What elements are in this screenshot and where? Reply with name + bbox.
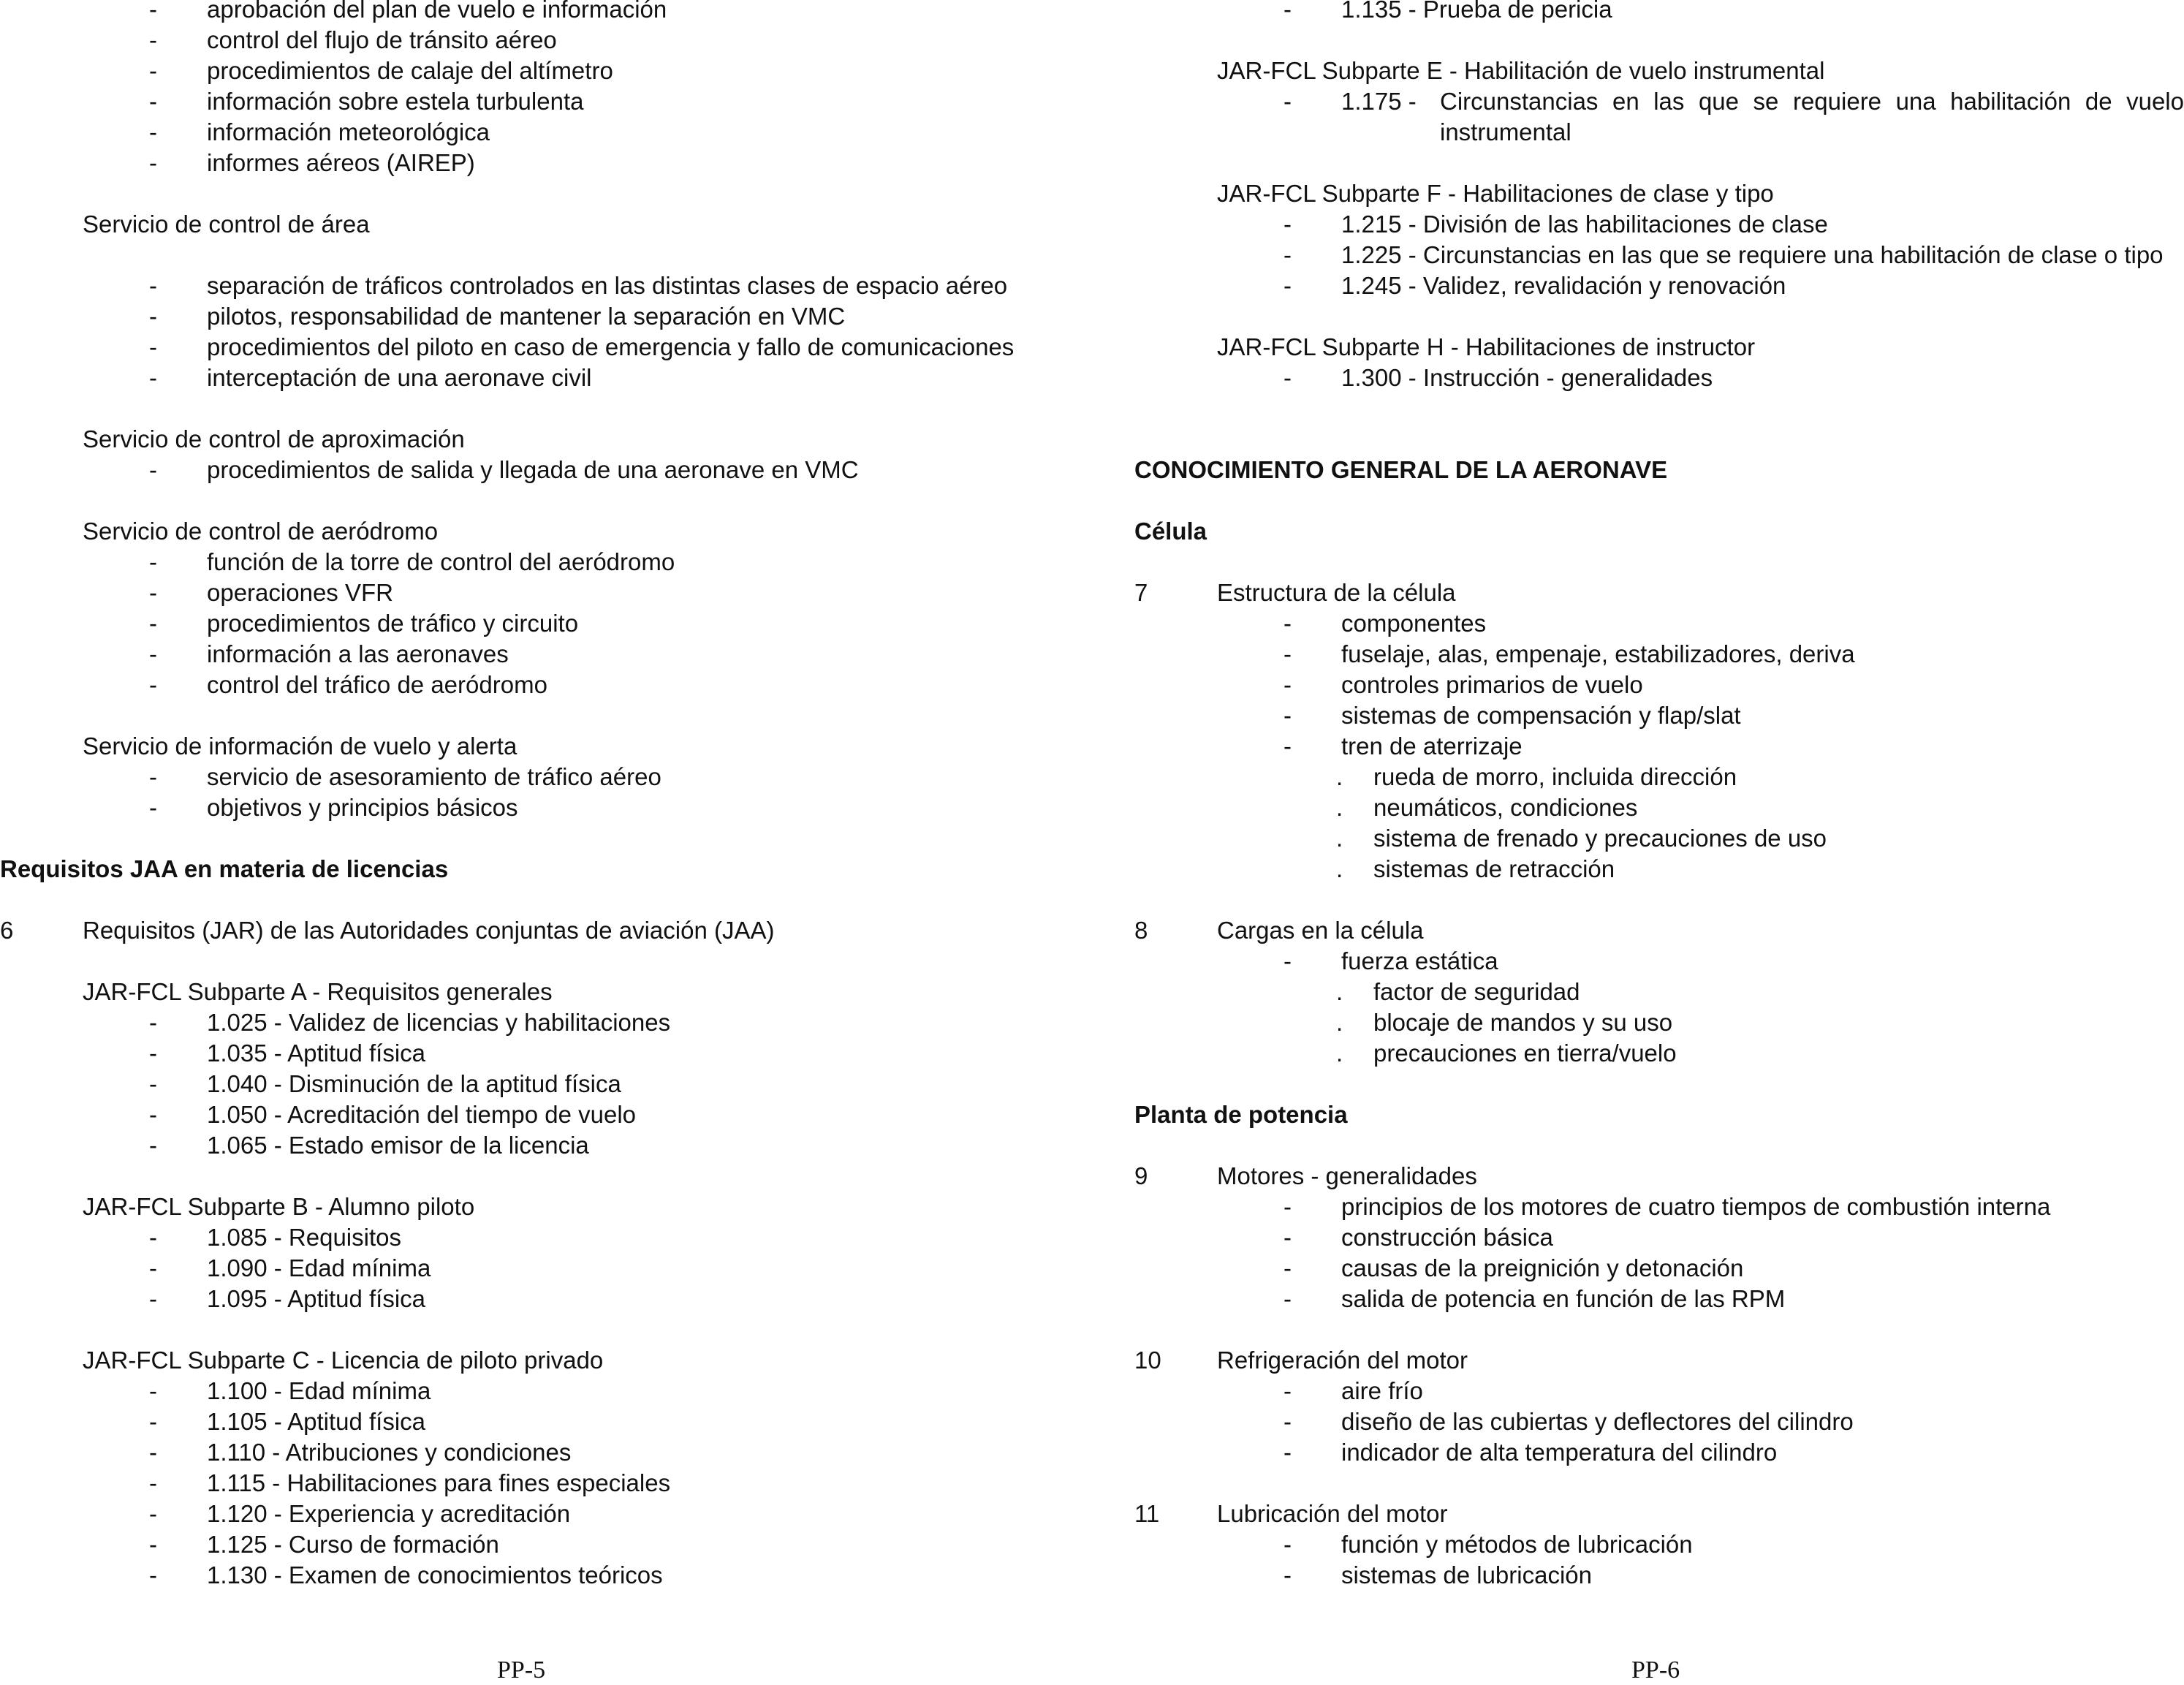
list-item: 1.050 - Acreditación del tiempo de vuelo [207,1101,637,1128]
dash-marker: - [1284,1224,1292,1251]
dash-marker: - [149,1254,157,1281]
dash-marker: - [149,1469,157,1496]
list-item: procedimientos de tráfico y circuito [207,610,579,637]
list-item: 1.025 - Validez de licencias y habilitaciones [207,1009,671,1036]
dash-marker: - [149,364,157,391]
list-item: controles primarios de vuelo [1341,671,1643,698]
list-item-continued: Circunstancias en las que se requiere una habilitación de vuelo [1440,88,2184,115]
list-item: 1.225 - Circunstancias en las que se requiere una habilitación de clase o tipo [1341,241,2164,268]
dash-marker: - [149,149,157,176]
item-title: Requisitos (JAR) de las Autoridades conjuntas de aviación (JAA) [83,917,775,944]
list-item: 1.245 - Validez, revalidación y renovación [1341,272,1786,299]
dash-marker: - [149,1500,157,1527]
bold-heading: Célula [1134,518,1207,545]
dot-marker: . [1336,855,1343,882]
dash-marker: - [1284,1377,1292,1404]
bold-heading: CONOCIMIENTO GENERAL DE LA AERONAVE [1134,456,1668,483]
list-item: precauciones en tierra/vuelo [1373,1040,1677,1067]
dash-marker: - [149,1377,157,1404]
item-title: Cargas en la célula [1217,917,1424,944]
item-number: 9 [1134,1162,1148,1189]
dash-marker: - [1284,272,1292,299]
list-item: procedimientos del piloto en caso de emergencia y fallo de comunicaciones [207,333,1015,360]
dash-marker: - [149,0,157,23]
subpart-heading: JAR-FCL Subparte F - Habilitaciones de clase y tipo [1217,180,1774,207]
dash-marker: - [1284,732,1292,760]
dash-marker: - [1284,1285,1292,1312]
dash-marker: - [1284,211,1292,238]
item-number: 11 [1134,1500,1160,1527]
dash-marker: - [1284,702,1292,729]
dash-marker: - [1284,0,1292,23]
item-title: Estructura de la célula [1217,579,1456,606]
list-item: 1.120 - Experiencia y acreditación [207,1500,571,1527]
dash-marker: - [1284,1561,1292,1589]
list-item: 1.135 - Prueba de pericia [1341,0,1612,23]
list-item: fuerza estática [1341,947,1498,974]
list-item: 1.100 - Edad mínima [207,1377,431,1404]
list-item: operaciones VFR [207,579,393,606]
dash-marker: - [149,1561,157,1589]
dash-marker: - [149,1531,157,1558]
list-item: neumáticos, condiciones [1373,794,1638,821]
dash-marker: - [149,1224,157,1251]
list-item: 1.115 - Habilitaciones para fines especiales [207,1469,671,1496]
list-item: información sobre estela turbulenta [207,88,584,115]
dash-marker: - [149,1285,157,1312]
dash-marker: - [149,1040,157,1067]
dash-marker: - [149,1070,157,1097]
dash-marker: - [149,579,157,606]
dot-marker: . [1336,1040,1343,1067]
list-item: sistema de frenado y precauciones de uso [1373,825,1827,852]
page-number-left: PP-5 [497,1656,546,1684]
list-item: fuselaje, alas, empenaje, estabilizadores, deriva [1341,640,1855,667]
subpart-heading: JAR-FCL Subparte A - Requisitos generales [83,978,553,1005]
list-item: factor de seguridad [1373,978,1580,1005]
item-title: Lubricación del motor [1217,1500,1448,1527]
dash-marker: - [149,88,157,115]
list-item: componentes [1341,610,1487,637]
section-heading: Servicio de control de área [83,211,370,238]
dash-marker: - [1284,364,1292,391]
item-title: Refrigeración del motor [1217,1347,1468,1374]
dot-marker: . [1336,1009,1343,1036]
list-item: servicio de asesoramiento de tráfico aéreo [207,763,661,790]
bold-heading: Planta de potencia [1134,1101,1348,1128]
dash-marker: - [149,763,157,790]
list-item: separación de tráficos controlados en las distintas clases de espacio aéreo [207,272,1008,299]
dot-marker: . [1336,794,1343,821]
item-number: 7 [1134,579,1148,606]
dash-marker: - [149,671,157,698]
dash-marker: - [149,272,157,299]
subpart-heading: JAR-FCL Subparte C - Licencia de piloto privado [83,1347,604,1374]
dash-marker: - [149,1009,157,1036]
item-number: 10 [1134,1347,1161,1374]
list-item: indicador de alta temperatura del cilindro [1341,1439,1778,1466]
list-item: aire frío [1341,1377,1423,1404]
list-item: tren de aterrizaje [1341,732,1523,760]
list-item: 1.095 - Aptitud física [207,1285,426,1312]
dot-marker: . [1336,978,1343,1005]
list-item: sistemas de retracción [1373,855,1615,882]
dash-marker: - [149,1132,157,1159]
list-item: información a las aeronaves [207,640,509,667]
list-item: 1.125 - Curso de formación [207,1531,499,1558]
dash-marker: - [1284,88,1292,115]
list-item: 1.130 - Examen de conocimientos teóricos [207,1561,663,1589]
dash-marker: - [1284,1531,1292,1558]
list-item: causas de la preignición y detonación [1341,1254,1744,1281]
list-item: procedimientos de salida y llegada de una aeronave en VMC [207,456,859,483]
section-heading: Servicio de control de aproximación [83,425,465,453]
list-item: procedimientos de calaje del altímetro [207,57,613,84]
dash-marker: - [149,333,157,360]
dash-marker: - [1284,1408,1292,1435]
dash-marker: - [1284,1439,1292,1466]
list-item: sistemas de compensación y flap/slat [1341,702,1741,729]
list-item: 1.090 - Edad mínima [207,1254,431,1281]
dash-marker: - [149,118,157,145]
dash-marker: - [149,456,157,483]
dash-marker: - [1284,1254,1292,1281]
dash-marker: - [1284,610,1292,637]
subpart-heading: JAR-FCL Subparte E - Habilitación de vuelo instrumental [1217,57,1825,84]
list-item: información meteorológica [207,118,490,145]
list-item: construcción básica [1341,1224,1553,1251]
list-item: 1.215 - División de las habilitaciones de clase [1341,211,1828,238]
dash-marker: - [149,26,157,53]
list-item: 1.065 - Estado emisor de la licencia [207,1132,589,1159]
dot-marker: . [1336,763,1343,790]
dash-marker: - [1284,947,1292,974]
list-item: salida de potencia en función de las RPM [1341,1285,1786,1312]
list-item: interceptación de una aeronave civil [207,364,592,391]
list-item: principios de los motores de cuatro tiempos de combustión interna [1341,1193,2051,1220]
dash-marker: - [149,548,157,575]
bold-heading: Requisitos JAA en materia de licencias [0,855,449,882]
dash-marker: - [149,1101,157,1128]
list-item: 1.040 - Disminución de la aptitud física [207,1070,621,1097]
dash-marker: - [1284,671,1292,698]
list-item: rueda de morro, incluida dirección [1373,763,1737,790]
subpart-heading: JAR-FCL Subparte B - Alumno piloto [83,1193,475,1220]
dash-marker: - [1284,241,1292,268]
list-item: función de la torre de control del aeródromo [207,548,675,575]
dash-marker: - [1284,640,1292,667]
list-item: control del tráfico de aeródromo [207,671,547,698]
list-item: objetivos y principios básicos [207,794,518,821]
list-item: 1.085 - Requisitos [207,1224,401,1251]
list-item: informes aéreos (AIREP) [207,149,475,176]
list-item: 1.300 - Instrucción - generalidades [1341,364,1713,391]
dash-marker: - [149,57,157,84]
list-item: aprobación del plan de vuelo e información [207,0,667,23]
list-item: 1.035 - Aptitud física [207,1040,426,1067]
dash-marker: - [149,1439,157,1466]
section-heading: Servicio de información de vuelo y alerta [83,732,517,760]
list-item: 1.175 - [1341,88,1417,115]
page-number-right: PP-6 [1631,1656,1680,1684]
list-item: diseño de las cubiertas y deflectores del cilindro [1341,1408,1854,1435]
list-item: 1.110 - Atribuciones y condiciones [207,1439,572,1466]
list-item: función y métodos de lubricación [1341,1531,1693,1558]
dash-marker: - [149,1408,157,1435]
list-item: blocaje de mandos y su uso [1373,1009,1673,1036]
list-item: control del flujo de tránsito aéreo [207,26,557,53]
list-item: sistemas de lubricación [1341,1561,1592,1589]
item-number: 8 [1134,917,1148,944]
dash-marker: - [149,794,157,821]
item-number: 6 [0,917,14,944]
dash-marker: - [149,640,157,667]
dash-marker: - [149,303,157,330]
list-item: pilotos, responsabilidad de mantener la separación en VMC [207,303,846,330]
section-heading: Servicio de control de aeródromo [83,518,439,545]
dot-marker: . [1336,825,1343,852]
list-item-continued: instrumental [1440,118,1571,145]
item-title: Motores - generalidades [1217,1162,1477,1189]
dash-marker: - [149,610,157,637]
subpart-heading: JAR-FCL Subparte H - Habilitaciones de instructor [1217,333,1756,360]
list-item: 1.105 - Aptitud física [207,1408,426,1435]
dash-marker: - [1284,1193,1292,1220]
